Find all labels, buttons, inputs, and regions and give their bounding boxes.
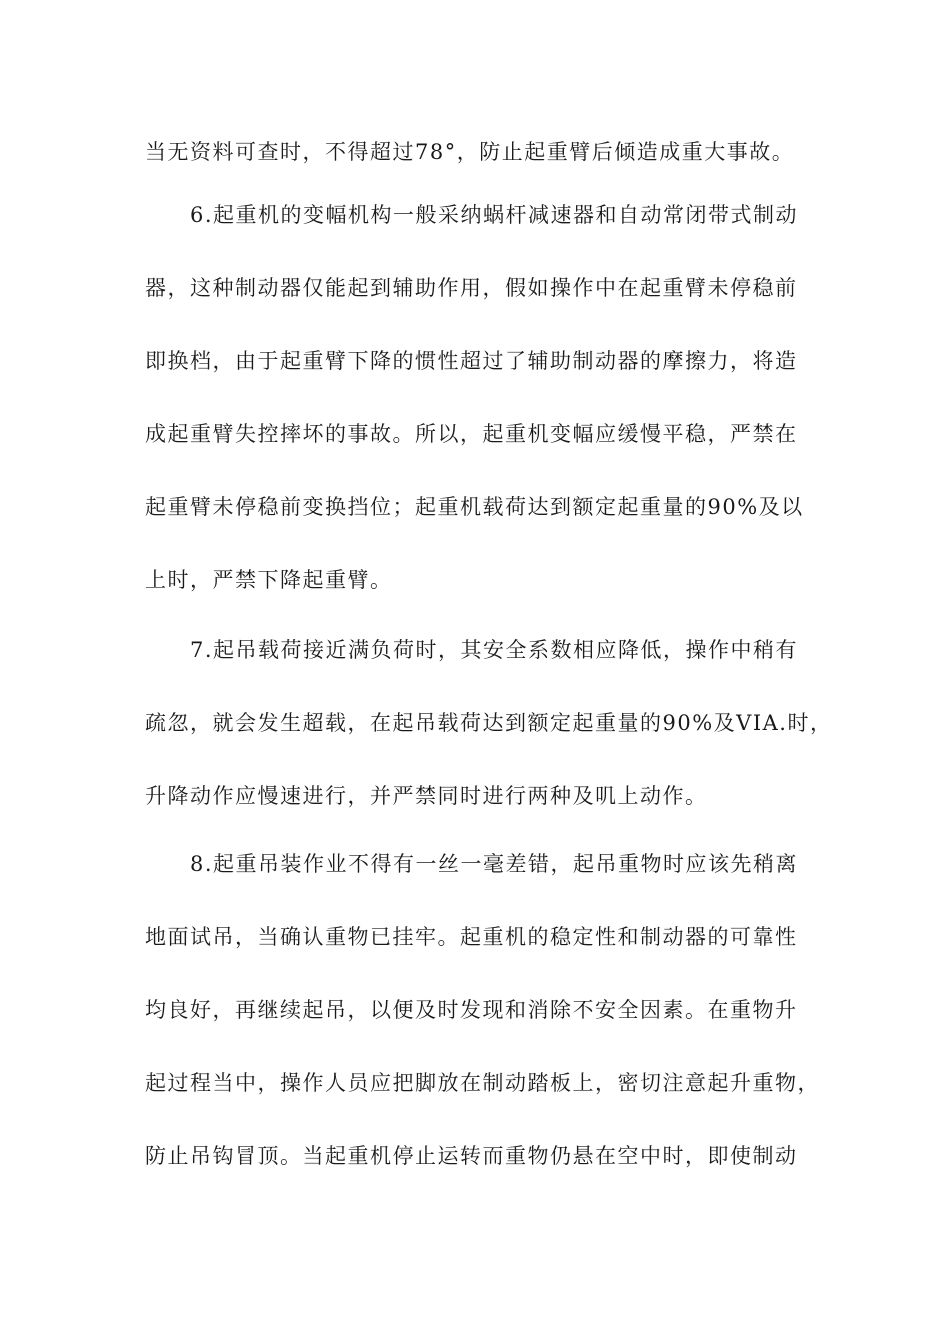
- paragraph-6-line-5: 起重臂未停稳前变换挡位；起重机载荷达到额定起重量的90%及以: [145, 495, 804, 519]
- paragraph-8-line-3: 均良好，再继续起吊，以便及时发现和消除不安全因素。在重物升: [145, 998, 798, 1022]
- paragraph-6-line-3: 即换档，由于起重臂下降的惯性超过了辅助制动器的摩擦力，将造: [145, 349, 798, 373]
- paragraph-6-line-4: 成起重臂失控摔坏的事故。所以，起重机变幅应缓慢平稳，严禁在: [145, 422, 798, 446]
- paragraph-6-line-6: 上时，严禁下降起重臂。: [145, 568, 393, 592]
- text-line-1: 当无资料可查时，不得超过78°，防止起重臂后倾造成重大事故。: [145, 140, 795, 164]
- paragraph-8-line-1: 8.起重吊装作业不得有一丝一毫差错，起吊重物时应该先稍离: [190, 852, 799, 876]
- paragraph-8-line-4: 起过程当中，操作人员应把脚放在制动踏板上，密切注意起升重物，: [145, 1071, 820, 1095]
- paragraph-6-line-2: 器，这种制动器仅能起到辅助作用，假如操作中在起重臂未停稳前: [145, 276, 798, 300]
- paragraph-6-line-1: 6.起重机的变幅机构一般采纳蜗杆减速器和自动常闭带式制动: [190, 203, 799, 227]
- paragraph-8-line-2: 地面试吊，当确认重物已挂牢。起重机的稳定性和制动器的可靠性: [145, 925, 798, 949]
- paragraph-8-line-5: 防止吊钩冒顶。当起重机停止运转而重物仍悬在空中时，即使制动: [145, 1144, 798, 1168]
- paragraph-7-line-1: 7.起吊载荷接近满负荷时，其安全系数相应降低，操作中稍有: [190, 638, 799, 662]
- paragraph-7-line-3: 升降动作应慢速进行，并严禁同时进行两种及叽上动作。: [145, 784, 708, 808]
- paragraph-7-line-2: 疏忽，就会发生超载，在起吊载荷达到额定起重量的90%及VIA.时，: [145, 711, 833, 735]
